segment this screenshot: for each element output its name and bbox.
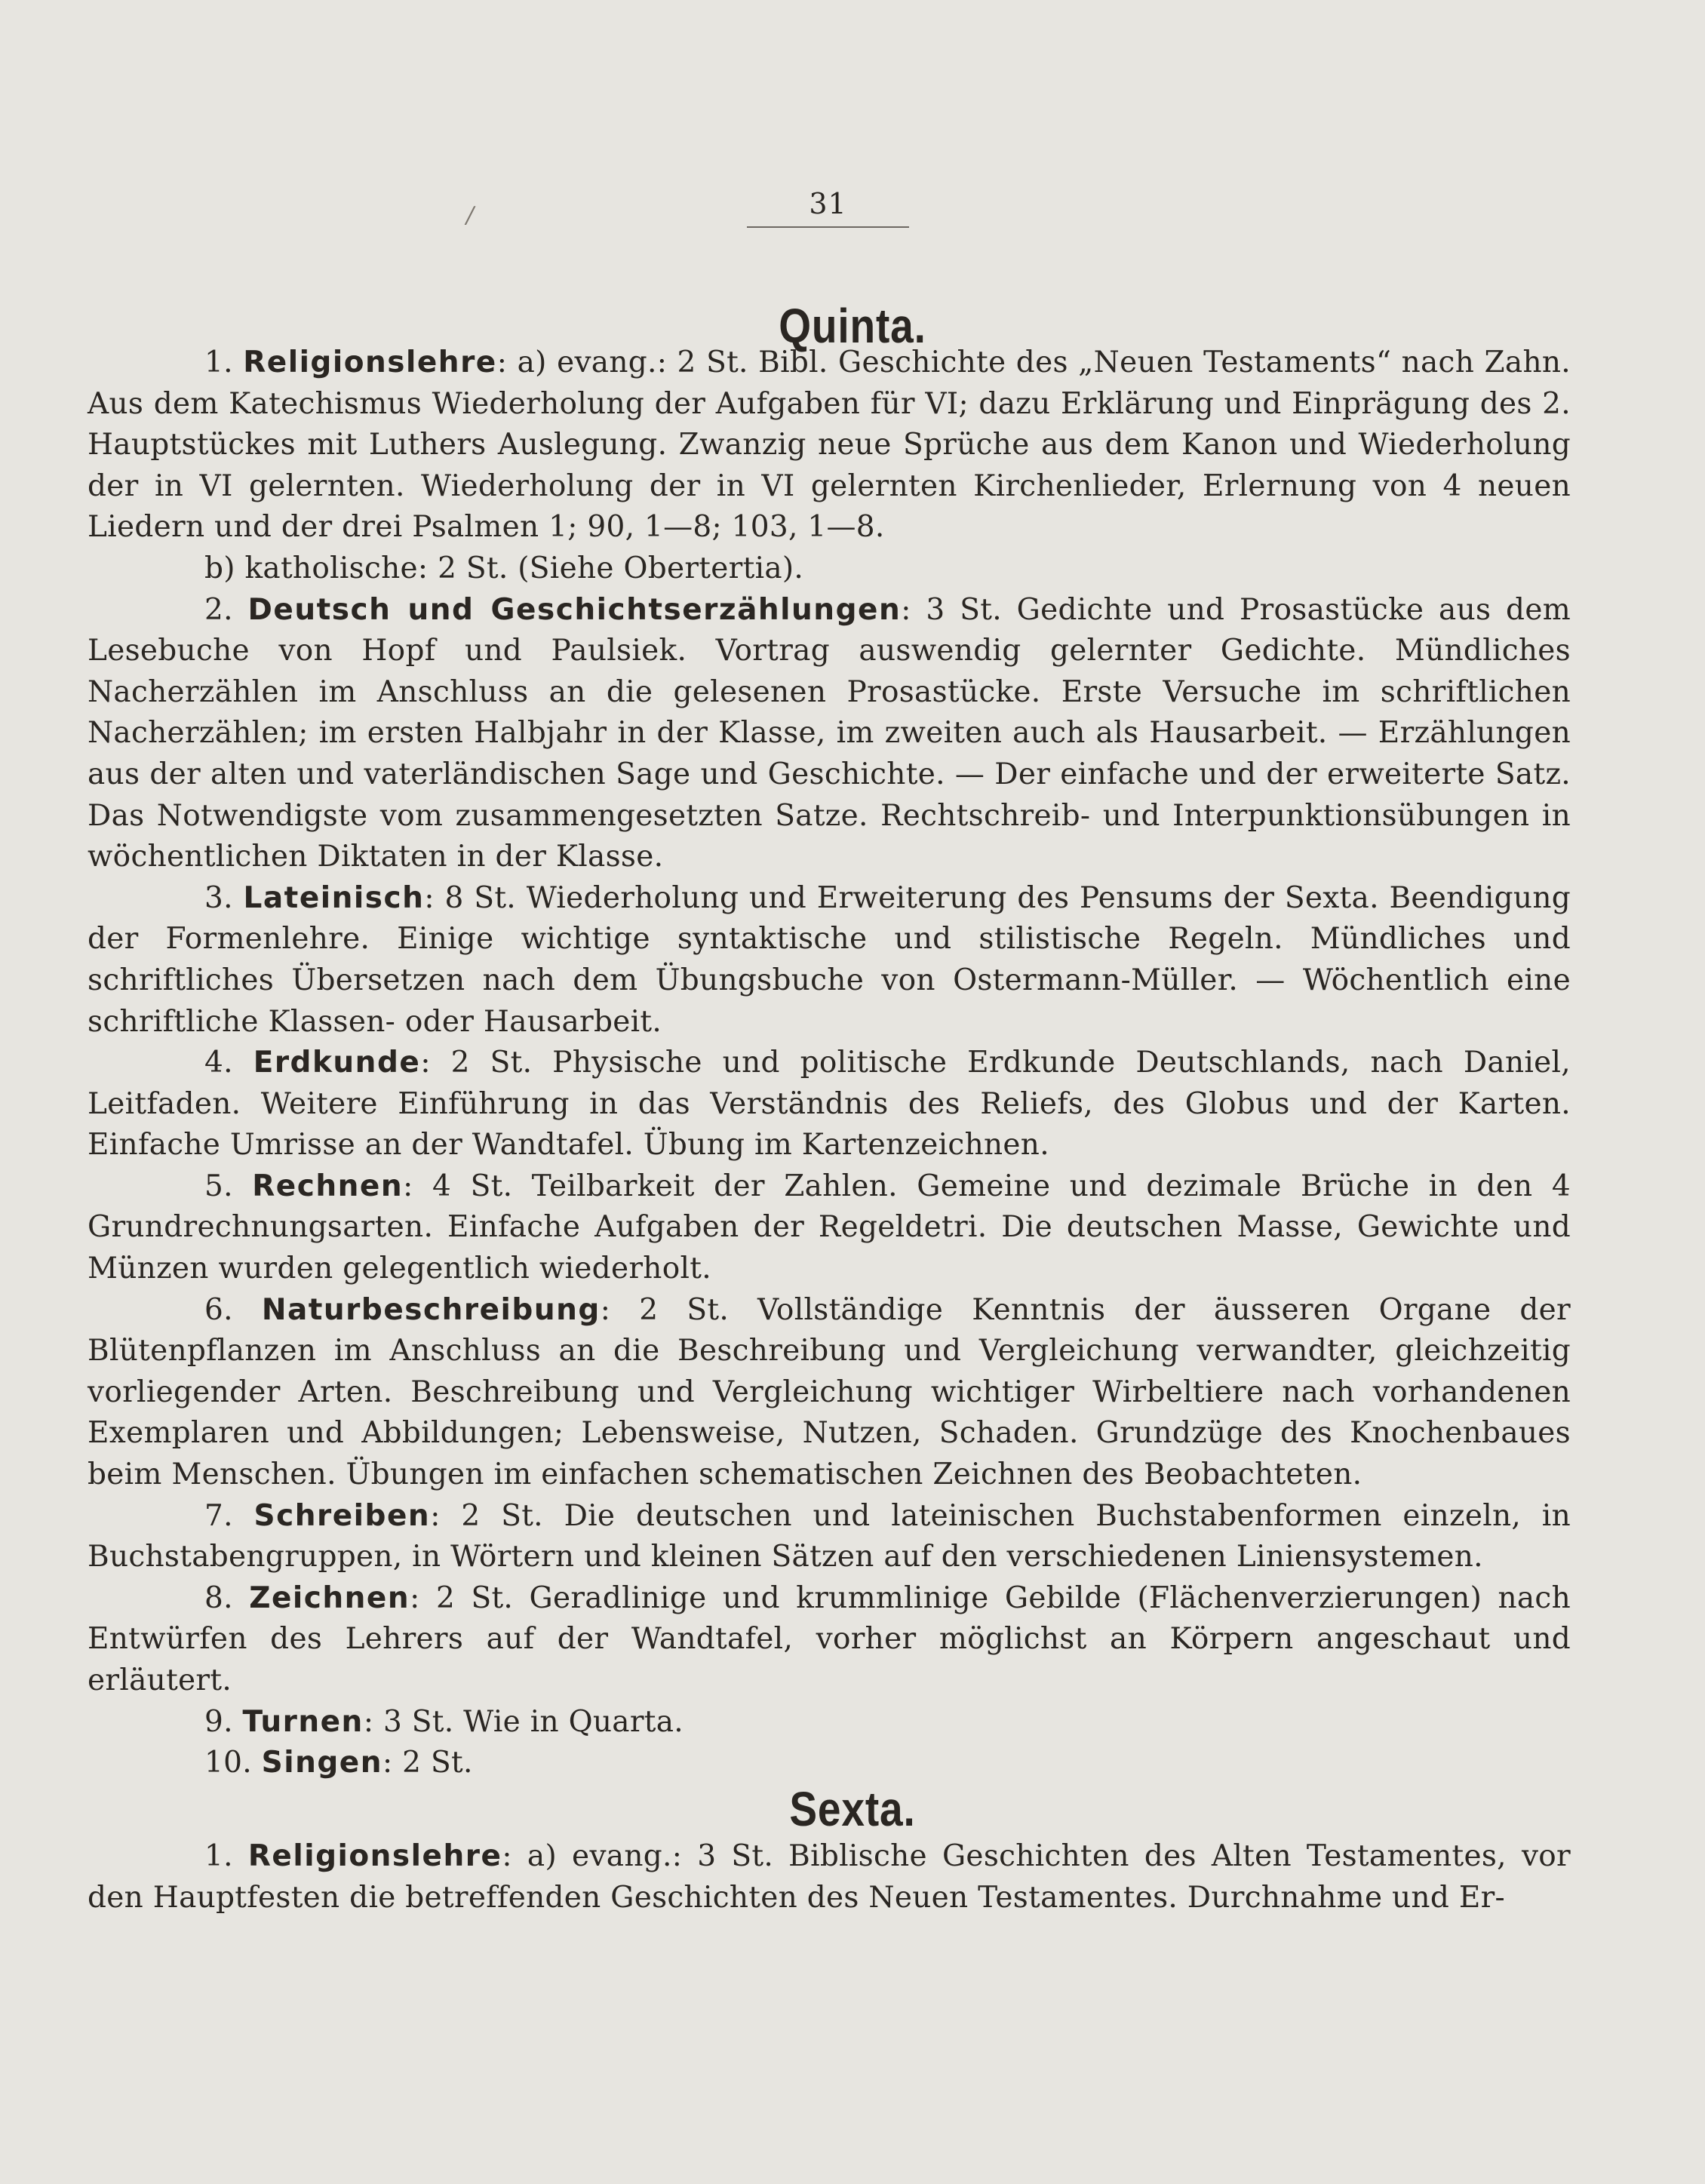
item-text: 2 St. Geradlinige und krummlinige Gebilde (Flächenverzierungen) nach Entwürfen des Lehrers auf der Wandtafel, vorher möglichst an Körpern angeschaut und erläutert. [88, 1580, 1571, 1697]
quinta-item-erdkunde [88, 1043, 1571, 1166]
heading-separator: : [420, 1046, 431, 1080]
quinta-item-lateinisch [88, 878, 1571, 1043]
heading-separator: : [410, 1580, 420, 1615]
item-number: 7. [204, 1498, 233, 1533]
heading-separator: : [424, 880, 435, 915]
heading-separator: : [363, 1704, 374, 1739]
item-number: 4. [204, 1046, 233, 1080]
subject-heading: Lateinisch [243, 880, 425, 915]
item-number: 3. [204, 880, 233, 915]
heading-separator: : [382, 1746, 393, 1780]
quinta-item-singen [88, 1743, 1571, 1784]
quinta-item-naturbeschreibung [88, 1290, 1571, 1496]
sexta-curriculum [88, 1836, 1571, 1918]
item-number: 6. [204, 1292, 233, 1327]
heading-separator: : [430, 1498, 441, 1533]
heading-separator: : [502, 1839, 512, 1873]
item-text: 8 St. Wiederholung und Erweiterung des Pensums der Sexta. Beendigung der Formenlehre. Einige wichtige syntaktische und stilistische Regeln. Mündliches und schriftliches Übersetzen nach dem Übungsbuche von Ostermann-Müller. — Wöchentlich eine schriftliche Klassen- oder Hausarbeit. [88, 880, 1571, 1039]
section-title-quinta: Quinta. [779, 298, 926, 353]
sexta-item-religion [88, 1836, 1571, 1918]
quinta-item-turnen [88, 1702, 1571, 1743]
item-text: a) evang.: 3 St. Biblische Geschichten des Alten Testamentes, vor den Hauptfesten die betreffenden Geschichten des Neuen Testamentes. Durchnahme und Er- [88, 1839, 1571, 1915]
subject-heading: Religionslehre [247, 1839, 502, 1873]
item-text: 2 St. Physische und politische Erdkunde Deutschlands, nach Daniel, Leitfaden. Weitere Einführung in das Verständnis des Reliefs, des Globus und der Karten. Einfache Umrisse an der Wandtafel. Übung im Kartenzeichnen. [88, 1046, 1571, 1163]
item-text: 2 St. Die deutschen und lateinischen Buchstabenformen einzeln, in Buchstabengruppen, in Wörtern und kleinen Sätzen auf den verschiedenen Liniensystemen. [88, 1498, 1571, 1574]
quinta-item-zeichnen [88, 1578, 1571, 1702]
item-text: 3 St. Wie in Quarta. [373, 1704, 684, 1739]
item-number: 8. [204, 1580, 233, 1615]
item-number: 2. [204, 592, 233, 627]
quinta-item-deutsch [88, 590, 1571, 878]
subject-heading: Erdkunde [253, 1046, 421, 1080]
page-number: 31 [809, 187, 847, 220]
item-text: a) evang.: 2 St. Bibl. Geschichte des „Neuen Testaments“ nach Zahn. Aus dem Katechismus Wiederholung der Aufgaben für VI; dazu Erklärung und Einprägung des 2. Hauptstückes mit Luthers Auslegung. Zwanzig neue Sprüche aus dem Kanon und Wiederholung der in VI gelernten. Wiederholung der in VI gelernten Kirchenlieder, Erlernung von 4 neuen Liedern und der drei Psalmen 1; 90, 1—8; 103, 1—8. [88, 346, 1571, 545]
subject-heading: Deutsch und Geschichtserzählungen [247, 592, 902, 627]
subject-heading: Religionslehre [243, 346, 497, 379]
subject-heading: Zeichnen [249, 1580, 410, 1615]
item-number: 1. [204, 346, 233, 379]
item-text: 2 St. Vollständige Kenntnis der äusseren Organe der Blütenpflanzen im Anschluss an die Beschreibung und Vergleichung verwandter, gleichzeitig vorliegender Arten. Beschreibung und Vergleichung wichtiger Wirbeltiere nach vorhandenen Exemplaren und Abbildungen; Lebensweise, Nutzen, Schaden. Grundzüge des Knochenbaues beim Menschen. Übungen im einfachen schematischen Zeichnen des Beobachteten. [88, 1292, 1571, 1492]
item-number: 9. [204, 1704, 233, 1739]
quinta-item-rechnen [88, 1166, 1571, 1290]
heading-separator: : [600, 1292, 611, 1327]
heading-separator: : [403, 1169, 413, 1203]
subject-heading: Rechnen [252, 1169, 404, 1203]
margin-mark: / [466, 202, 475, 229]
subject-heading: Singen [261, 1746, 382, 1780]
subject-heading: Schreiben [253, 1498, 431, 1533]
item-number: 5. [204, 1169, 233, 1203]
quinta-curriculum [88, 342, 1571, 1784]
page-number-rule [747, 226, 909, 228]
subject-heading: Turnen [242, 1704, 364, 1739]
item-number: 10. [204, 1746, 252, 1780]
item-text: 3 St. Gedichte und Prosastücke aus dem Lesebuche von Hopf und Paulsiek. Vortrag auswendig gelernter Gedichte. Mündliches Nacherzählen im Anschluss an die gelesenen Prosastücke. Erste Versuche im schriftlichen Nacherzählen; im ersten Halbjahr in der Klasse, im zweiten auch als Hausarbeit. — Erzählungen aus der alten und vaterländischen Sage und Geschichte. — Der einfache und der erweiterte Satz. Das Notwendigste vom zusammengesetzten Satze. Rechtschreib- und Interpunktionsübungen in wöchentlichen Diktaten in der Klasse. [88, 592, 1571, 874]
item-text: b) katholische: 2 St. (Siehe Obertertia). [204, 551, 804, 585]
item-text: 2 St. [392, 1746, 473, 1780]
item-number: 1. [204, 1839, 233, 1873]
quinta-item-schreiben [88, 1496, 1571, 1578]
item-text: 4 St. Teilbarkeit der Zahlen. Gemeine und dezimale Brüche in den 4 Grundrechnungsarten. Einfache Aufgaben der Regeldetri. Die deutschen Masse, Gewichte und Münzen wurden gelegentlich wiederholt. [88, 1169, 1571, 1286]
heading-separator: : [901, 592, 911, 627]
quinta-item-religion-catholic [88, 548, 1571, 590]
heading-separator: : [496, 346, 508, 379]
section-title-sexta: Sexta. [789, 1781, 916, 1836]
quinta-item-religion [88, 342, 1571, 548]
subject-heading: Naturbeschreibung [261, 1292, 601, 1327]
